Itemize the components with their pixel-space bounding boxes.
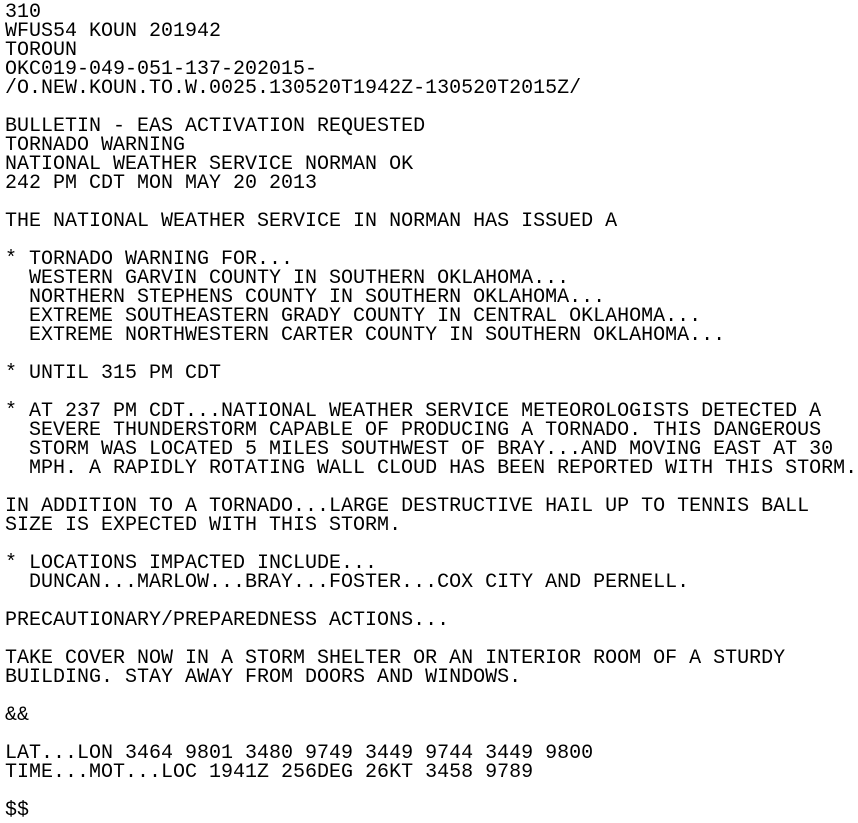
details-line: STORM WAS LOCATED 5 MILES SOUTHWEST OF BRAY...AND MOVING EAST AT 30 (29, 438, 834, 461)
vtec-line: /O.NEW.KOUN.TO.W.0025.130520T1942Z-130520T2015Z/ (5, 77, 582, 100)
intro-line: THE NATIONAL WEATHER SERVICE IN NORMAN HAS ISSUED A (5, 210, 618, 233)
precaution-line: TAKE COVER NOW IN A STORM SHELTER OR AN INTERIOR ROOM OF A STURDY (5, 647, 786, 670)
wmo-header: WFUS54 KOUN 201942 (5, 20, 222, 43)
eas-bulletin-line: BULLETIN - EAS ACTIVATION REQUESTED (5, 115, 426, 138)
time-mot-loc-line: TIME...MOT...LOC 1941Z 256DEG 26KT 3458 9789 (5, 761, 534, 784)
ugc-line: OKC019-049-051-137-202015- (5, 58, 318, 81)
warning-area: NORTHERN STEPHENS COUNTY IN SOUTHERN OKLAHOMA... (29, 286, 606, 309)
awips-id: TOROUN (5, 39, 78, 62)
sequence-number: 310 (5, 1, 42, 24)
warning-area: WESTERN GARVIN COUNTY IN SOUTHERN OKLAHOMA... (29, 267, 570, 290)
hail-line: SIZE IS EXPECTED WITH THIS STORM. (5, 514, 402, 537)
precaution-line: BUILDING. STAY AWAY FROM DOORS AND WINDOWS. (5, 666, 522, 689)
until-line: * UNTIL 315 PM CDT (5, 362, 222, 385)
warning-for-heading: * TORNADO WARNING FOR... (5, 248, 294, 271)
locations-list: DUNCAN...MARLOW...BRAY...FOSTER...COX CITY AND PERNELL. (29, 571, 690, 594)
blank-line (5, 687, 858, 706)
details-line: * AT 237 PM CDT...NATIONAL WEATHER SERVICE METEOROLOGISTS DETECTED A (5, 400, 822, 423)
details-line: SEVERE THUNDERSTORM CAPABLE OF PRODUCING A TORNADO. THIS DANGEROUS (29, 419, 822, 442)
locations-heading: * LOCATIONS IMPACTED INCLUDE... (5, 552, 378, 575)
warning-area: EXTREME NORTHWESTERN CARTER COUNTY IN SOUTHERN OKLAHOMA... (29, 324, 726, 347)
latlon-line: LAT...LON 3464 9801 3480 9749 3449 9744 3449 9800 (5, 742, 594, 765)
end-marker: $$ (5, 799, 30, 822)
hail-line: IN ADDITION TO A TORNADO...LARGE DESTRUCTIVE HAIL UP TO TENNIS BALL (5, 495, 810, 518)
warning-area: EXTREME SOUTHEASTERN GRADY COUNTY IN CENTRAL OKLAHOMA... (29, 305, 702, 328)
details-line: MPH. A RAPIDLY ROTATING WALL CLOUD HAS BEEN REPORTED WITH THIS STORM. (29, 457, 858, 480)
product-title: TORNADO WARNING (5, 134, 186, 157)
issuing-office: NATIONAL WEATHER SERVICE NORMAN OK (5, 153, 414, 176)
issue-time: 242 PM CDT MON MAY 20 2013 (5, 172, 318, 195)
blank-line (5, 782, 858, 801)
section-separator: && (5, 704, 30, 727)
precautions-heading: PRECAUTIONARY/PREPAREDNESS ACTIONS... (5, 609, 450, 632)
